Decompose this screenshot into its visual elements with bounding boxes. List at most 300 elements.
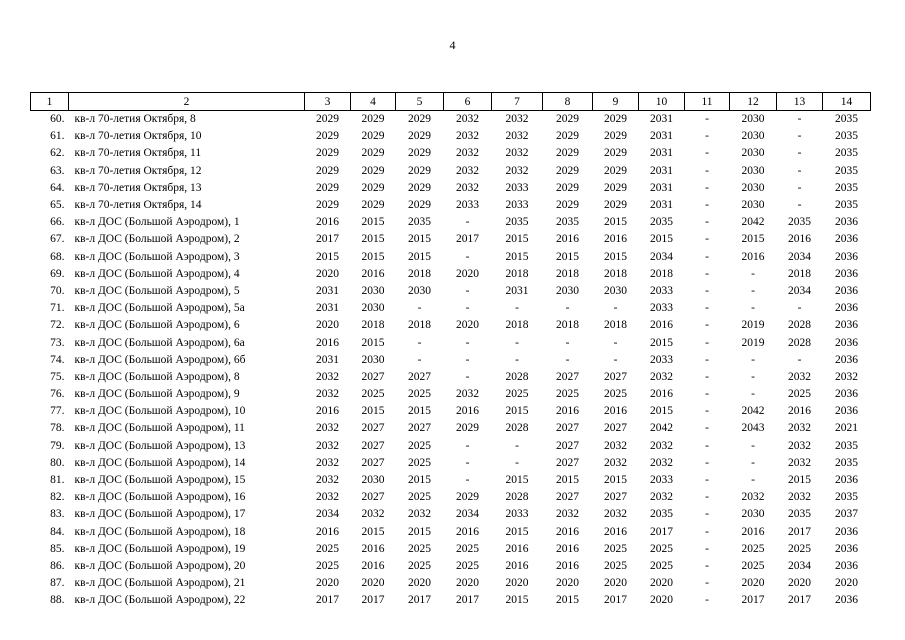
address-cell: кв-л ДОС (Большой Аэродром), 13 (74, 439, 246, 452)
year-cell: 2035 (788, 508, 811, 521)
row-number: 74. (50, 353, 65, 366)
year-cell: 2032 (505, 164, 529, 177)
year-cell: 2015 (556, 594, 579, 607)
column-header: 3 (305, 93, 351, 111)
year-cell: 2033 (456, 199, 479, 212)
year-cell: 2027 (556, 491, 579, 504)
row-number: 87. (50, 577, 65, 590)
address-cell: кв-л ДОС (Большой Аэродром), 20 (74, 559, 246, 572)
year-cell: 2032 (788, 370, 811, 383)
year-cell: 2035 (650, 508, 673, 521)
year-cell: 2030 (361, 284, 385, 297)
year-cell: - (705, 216, 709, 229)
year-cell: 2037 (835, 508, 858, 521)
year-cell: 2031 (650, 147, 673, 160)
table-row (31, 266, 871, 283)
year-cell: 2035 (835, 164, 858, 177)
year-cell: - (705, 164, 709, 177)
year-cell: - (705, 147, 709, 160)
year-cell: 2042 (650, 422, 673, 435)
year-cell: - (751, 456, 755, 469)
year-cell: 2016 (604, 525, 627, 538)
address-cell: кв-л ДОС (Большой Аэродром), 14 (74, 456, 246, 469)
year-cell: 2036 (835, 353, 858, 366)
year-cell: 2035 (556, 216, 579, 229)
year-cell: 2030 (361, 302, 385, 315)
year-cell: - (705, 250, 709, 263)
year-cell: 2033 (650, 284, 673, 297)
table-row (31, 128, 871, 145)
year-cell: 2032 (741, 491, 765, 504)
year-cell: 2029 (604, 130, 627, 143)
year-cell: 2017 (361, 594, 385, 607)
table-body (31, 111, 871, 610)
table-row (31, 317, 871, 334)
year-cell: 2028 (788, 319, 811, 332)
table-row (31, 489, 871, 506)
address-cell: кв-л ДОС (Большой Аэродром), 2 (74, 233, 240, 246)
row-number: 70. (50, 284, 65, 297)
year-cell: 2018 (556, 267, 579, 280)
year-cell: - (705, 388, 709, 401)
year-cell: - (565, 302, 570, 315)
year-cell: 2036 (835, 594, 858, 607)
year-cell: 2025 (316, 542, 339, 555)
year-cell: 2016 (741, 525, 765, 538)
year-cell: 2025 (650, 542, 673, 555)
row-number: 76. (50, 388, 65, 401)
address-cell: кв-л ДОС (Большой Аэродром), 17 (74, 508, 246, 521)
year-cell: 2015 (316, 250, 339, 263)
year-cell: 2035 (835, 456, 858, 469)
row-number: 78. (50, 422, 65, 435)
year-cell: - (751, 267, 755, 280)
column-header: 8 (543, 93, 593, 111)
year-cell: 2029 (361, 113, 385, 126)
year-cell: 2032 (316, 370, 339, 383)
year-cell: 2016 (505, 559, 529, 572)
year-cell: 2018 (604, 319, 627, 332)
year-cell: 2027 (556, 456, 579, 469)
year-cell: 2018 (505, 319, 529, 332)
year-cell: 2020 (456, 319, 479, 332)
year-cell: 2032 (505, 130, 529, 143)
year-cell: 2032 (316, 388, 339, 401)
year-cell: 2015 (361, 233, 385, 246)
row-number: 64. (50, 181, 65, 194)
row-number: 86. (50, 559, 65, 572)
row-number: 73. (50, 336, 65, 349)
year-cell: - (797, 164, 802, 177)
address-cell: кв-л ДОС (Большой Аэродром), 21 (74, 577, 246, 590)
column-header: 4 (351, 93, 396, 111)
year-cell: 2032 (316, 491, 339, 504)
year-cell: 2034 (788, 250, 811, 263)
year-cell: 2030 (741, 164, 765, 177)
address-cell: кв-л ДОС (Большой Аэродром), 4 (74, 267, 240, 280)
year-cell: - (751, 439, 755, 452)
year-cell: 2018 (604, 267, 627, 280)
year-cell: - (465, 370, 470, 383)
column-header: 7 (492, 93, 543, 111)
year-cell: 2016 (456, 525, 479, 538)
year-cell: 2025 (408, 388, 431, 401)
year-cell: 2015 (408, 250, 431, 263)
year-cell: 2015 (741, 233, 765, 246)
year-cell: 2029 (316, 181, 339, 194)
year-cell: 2032 (316, 474, 339, 487)
year-cell: 2029 (604, 147, 627, 160)
year-cell: - (465, 353, 470, 366)
year-cell: 2036 (835, 319, 858, 332)
year-cell: 2020 (650, 594, 673, 607)
year-cell: 2020 (316, 319, 339, 332)
year-cell: 2032 (788, 456, 811, 469)
year-cell: 2030 (741, 147, 765, 160)
year-cell: - (565, 336, 570, 349)
year-cell: 2015 (505, 233, 529, 246)
year-cell: 2029 (604, 199, 627, 212)
table-row (31, 111, 871, 129)
year-cell: - (705, 577, 709, 590)
row-number: 65. (50, 199, 65, 212)
year-cell: 2031 (650, 113, 673, 126)
year-cell: 2020 (741, 577, 765, 590)
year-cell: 2027 (361, 370, 385, 383)
year-cell: 2029 (556, 199, 579, 212)
year-cell: - (705, 405, 709, 418)
table-row (31, 438, 871, 455)
year-cell: 2027 (556, 422, 579, 435)
year-cell: 2030 (741, 508, 765, 521)
year-cell: 2018 (650, 267, 673, 280)
year-cell: 2025 (604, 388, 627, 401)
year-cell: 2027 (361, 439, 385, 452)
year-cell: 2030 (741, 181, 765, 194)
year-cell: 2016 (556, 559, 579, 572)
year-cell: 2033 (650, 302, 673, 315)
year-cell: 2015 (556, 474, 579, 487)
year-cell: 2020 (650, 577, 673, 590)
year-cell: 2032 (456, 181, 479, 194)
year-cell: 2017 (788, 525, 811, 538)
year-cell: - (751, 474, 755, 487)
year-cell: 2035 (835, 113, 858, 126)
year-cell: - (705, 542, 709, 555)
year-cell: 2032 (650, 456, 673, 469)
address-cell: кв-л ДОС (Большой Аэродром), 10 (74, 405, 246, 418)
year-cell: 2025 (408, 559, 431, 572)
year-cell: 2029 (361, 199, 385, 212)
year-cell: 2034 (456, 508, 479, 521)
year-cell: 2020 (456, 267, 479, 280)
year-cell: 2032 (604, 456, 627, 469)
year-cell: 2034 (316, 508, 339, 521)
year-cell: 2015 (505, 525, 529, 538)
year-cell: 2018 (505, 267, 529, 280)
year-cell: 2015 (604, 216, 627, 229)
year-cell: - (797, 353, 802, 366)
year-cell: - (705, 336, 709, 349)
year-cell: 2036 (835, 267, 858, 280)
year-cell: 2027 (408, 422, 431, 435)
year-cell: 2029 (361, 181, 385, 194)
year-cell: 2028 (505, 370, 529, 383)
year-cell: 2016 (556, 233, 579, 246)
year-cell: 2032 (556, 508, 579, 521)
address-cell: кв-л ДОС (Большой Аэродром), 18 (74, 525, 246, 538)
year-cell: 2025 (456, 559, 479, 572)
year-cell: 2020 (456, 577, 479, 590)
row-number: 84. (50, 525, 65, 538)
year-cell: 2017 (316, 233, 339, 246)
year-cell: 2031 (316, 302, 339, 315)
table-row (31, 506, 871, 523)
year-cell: 2029 (316, 164, 339, 177)
year-cell: 2031 (316, 284, 339, 297)
year-cell: 2029 (456, 422, 479, 435)
year-cell: 2033 (650, 353, 673, 366)
year-cell: 2043 (741, 422, 765, 435)
year-cell: - (705, 113, 709, 126)
year-cell: 2033 (505, 181, 529, 194)
year-cell: 2032 (316, 422, 339, 435)
year-cell: 2029 (456, 491, 479, 504)
year-cell: 2032 (650, 491, 673, 504)
year-cell: - (515, 336, 519, 349)
table-row (31, 524, 871, 541)
year-cell: - (751, 370, 755, 383)
year-cell: 2025 (604, 559, 627, 572)
year-cell: 2029 (556, 164, 579, 177)
column-header: 14 (823, 93, 871, 111)
year-cell: 2027 (361, 491, 385, 504)
year-cell: 2029 (316, 113, 339, 126)
row-number: 85. (50, 542, 65, 555)
year-cell: 2016 (316, 525, 339, 538)
row-number: 88. (50, 594, 65, 607)
column-header: 1 (31, 93, 69, 111)
year-cell: 2015 (505, 250, 529, 263)
year-cell: 2027 (556, 370, 579, 383)
year-cell: 2032 (604, 439, 627, 452)
column-header: 9 (593, 93, 639, 111)
year-cell: 2016 (788, 233, 811, 246)
year-cell: - (797, 181, 802, 194)
table-row (31, 592, 871, 609)
year-cell: - (705, 233, 709, 246)
year-cell: 2032 (456, 147, 479, 160)
year-cell: 2015 (604, 250, 627, 263)
address-cell: кв-л 70-летия Октября, 11 (74, 147, 202, 160)
year-cell: - (797, 130, 802, 143)
year-cell: 2015 (505, 594, 529, 607)
year-cell: 2015 (408, 474, 431, 487)
year-cell: 2030 (741, 199, 765, 212)
year-cell: - (465, 336, 470, 349)
year-cell: 2031 (316, 353, 339, 366)
year-cell: 2042 (741, 216, 765, 229)
address-cell: кв-л 70-летия Октября, 10 (74, 130, 202, 143)
year-cell: 2015 (408, 405, 431, 418)
page-number: 4 (449, 38, 456, 52)
address-cell: кв-л 70-летия Октября, 8 (74, 113, 196, 126)
address-cell: кв-л 70-летия Октября, 13 (74, 181, 202, 194)
year-cell: - (705, 284, 709, 297)
year-cell: 2015 (650, 405, 673, 418)
address-cell: кв-л ДОС (Большой Аэродром), 16 (74, 491, 246, 504)
year-cell: 2025 (408, 491, 431, 504)
address-cell: кв-л ДОС (Большой Аэродром), 6 (74, 319, 240, 332)
year-cell: - (797, 113, 802, 126)
year-cell: 2030 (408, 284, 431, 297)
year-cell: 2025 (604, 542, 627, 555)
year-cell: 2025 (408, 542, 431, 555)
year-cell: 2016 (361, 559, 385, 572)
year-cell: - (705, 302, 709, 315)
year-cell: - (751, 284, 755, 297)
year-cell: 2016 (456, 405, 479, 418)
year-cell: 2027 (604, 491, 627, 504)
year-cell: 2016 (361, 542, 385, 555)
year-cell: - (705, 594, 709, 607)
column-header: 11 (685, 93, 730, 111)
year-cell: 2029 (556, 113, 579, 126)
year-cell: 2020 (408, 577, 431, 590)
year-cell: 2015 (361, 336, 385, 349)
year-cell: 2027 (408, 370, 431, 383)
year-cell: 2032 (456, 130, 479, 143)
year-cell: 2029 (316, 130, 339, 143)
year-cell: 2032 (505, 147, 529, 160)
year-cell: 2033 (505, 199, 529, 212)
year-cell: 2035 (835, 491, 858, 504)
table-row (31, 420, 871, 437)
year-cell: 2020 (835, 577, 858, 590)
year-cell: 2016 (650, 319, 673, 332)
table-row (31, 180, 871, 197)
year-cell: 2032 (650, 439, 673, 452)
year-cell: 2032 (456, 113, 479, 126)
table-row (31, 231, 871, 248)
year-cell: 2025 (505, 388, 529, 401)
year-cell: 2029 (604, 164, 627, 177)
year-cell: 2029 (604, 113, 627, 126)
year-cell: 2036 (835, 250, 858, 263)
year-cell: 2036 (835, 336, 858, 349)
year-cell: 2031 (650, 130, 673, 143)
year-cell: 2015 (408, 525, 431, 538)
year-cell: 2015 (361, 216, 385, 229)
year-cell: - (705, 439, 709, 452)
year-cell: - (417, 336, 422, 349)
table-row (31, 403, 871, 420)
year-cell: - (751, 388, 755, 401)
year-cell: 2035 (505, 216, 529, 229)
row-number: 81. (50, 474, 65, 487)
year-cell: 2035 (650, 216, 673, 229)
address-cell: кв-л ДОС (Большой Аэродром), 15 (74, 474, 246, 487)
table-row (31, 541, 871, 558)
year-cell: 2032 (505, 113, 529, 126)
year-cell: 2031 (650, 199, 673, 212)
year-cell: 2034 (650, 250, 673, 263)
table-row (31, 334, 871, 351)
year-cell: 2020 (788, 577, 811, 590)
year-cell: - (465, 284, 470, 297)
year-cell: 2036 (835, 216, 858, 229)
year-cell: 2015 (650, 233, 673, 246)
year-cell: 2036 (835, 559, 858, 572)
year-cell: 2032 (456, 164, 479, 177)
address-cell: кв-л 70-летия Октября, 12 (74, 164, 202, 177)
address-cell: кв-л ДОС (Большой Аэродром), 5 (74, 284, 240, 297)
year-cell: 2029 (408, 130, 431, 143)
year-cell: 2030 (604, 284, 627, 297)
year-cell: - (515, 439, 519, 452)
year-cell: 2035 (408, 216, 431, 229)
year-cell: - (705, 130, 709, 143)
address-cell: кв-л ДОС (Большой Аэродром), 19 (74, 542, 246, 555)
year-cell: 2015 (361, 250, 385, 263)
year-cell: 2017 (788, 594, 811, 607)
table-row (31, 352, 871, 369)
year-cell: 2030 (741, 130, 765, 143)
year-cell: 2027 (361, 456, 385, 469)
year-cell: 2028 (788, 336, 811, 349)
column-header: 5 (396, 93, 444, 111)
year-cell: 2017 (604, 594, 627, 607)
year-cell: 2016 (741, 250, 765, 263)
year-cell: - (515, 302, 519, 315)
year-cell: 2025 (741, 559, 765, 572)
year-cell: - (465, 439, 470, 452)
year-cell: 2036 (835, 405, 858, 418)
year-cell: 2029 (361, 130, 385, 143)
year-cell: - (705, 456, 709, 469)
year-cell: 2036 (835, 474, 858, 487)
year-cell: - (515, 353, 519, 366)
year-cell: 2028 (505, 422, 529, 435)
table-row (31, 145, 871, 162)
year-cell: - (705, 199, 709, 212)
year-cell: 2016 (316, 405, 339, 418)
schedule-table (30, 92, 871, 609)
column-header: 13 (777, 93, 823, 111)
address-cell: кв-л ДОС (Большой Аэродром), 9 (74, 388, 240, 401)
year-cell: 2029 (316, 147, 339, 160)
address-cell: кв-л ДОС (Большой Аэродром), 22 (74, 594, 246, 607)
year-cell: 2032 (316, 456, 339, 469)
year-cell: - (465, 250, 470, 263)
row-number: 80. (50, 456, 65, 469)
year-cell: 2016 (604, 405, 627, 418)
year-cell: 2017 (456, 233, 479, 246)
year-cell: 2018 (556, 319, 579, 332)
year-cell: 2029 (361, 164, 385, 177)
year-cell: 2015 (361, 405, 385, 418)
year-cell: 2035 (835, 181, 858, 194)
year-cell: 2020 (316, 267, 339, 280)
year-cell: 2015 (788, 474, 811, 487)
year-cell: 2027 (361, 422, 385, 435)
year-cell: 2032 (408, 508, 431, 521)
year-cell: 2016 (556, 542, 579, 555)
header-row (31, 93, 871, 111)
year-cell: 2021 (835, 422, 858, 435)
row-number: 67. (50, 233, 65, 246)
year-cell: - (515, 456, 519, 469)
